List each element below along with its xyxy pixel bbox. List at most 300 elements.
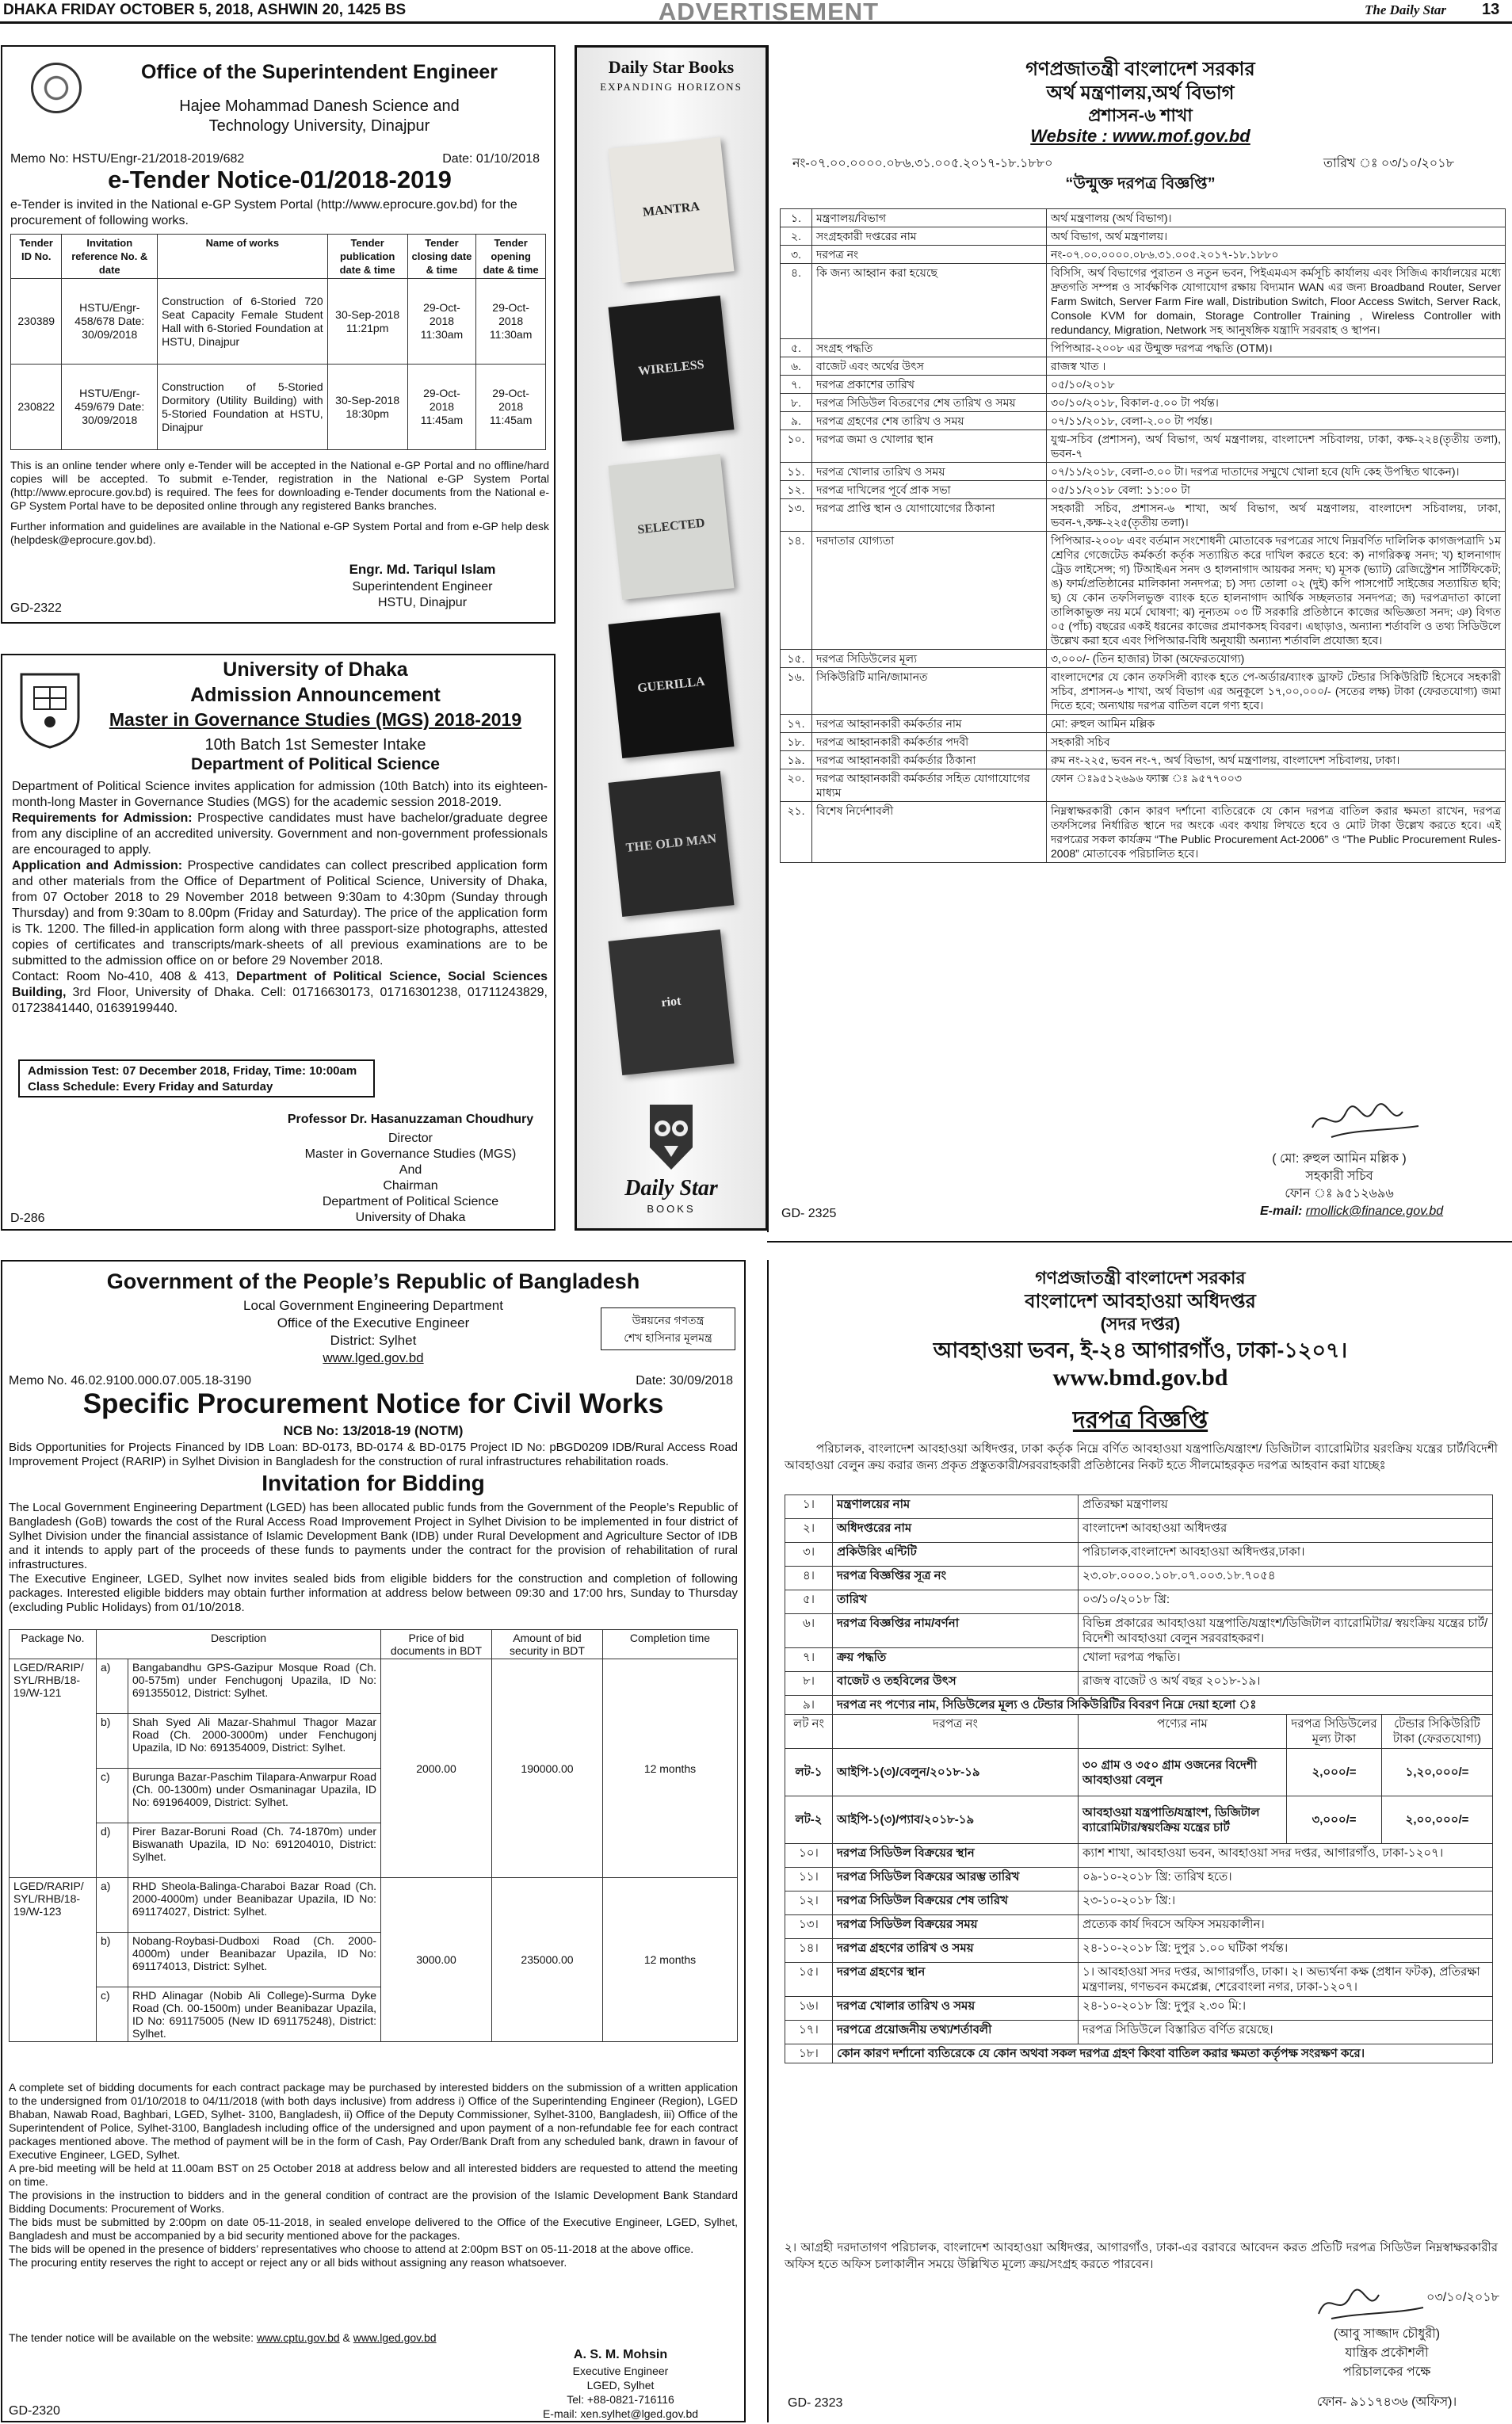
hstu-intro: e-Tender is invited in the National e-GP System Portal (http://www.eprocure.gov.bd) for the procurement of following works. (10, 198, 517, 227)
mof-sig-phone: ফোন ঃ ৯৫১২৬৯৬ (1285, 1187, 1394, 1201)
lged-item (97, 1714, 380, 1768)
bmd-row-value: ০৯-১০-২০১৮ খ্রি: তারিখ হতে। (1079, 1868, 1493, 1891)
lged-memo: Memo No. 46.02.9100.000.07.005.18-3190 (9, 1374, 252, 1388)
hstu-cell: Construction of 6-Storied 720 Seat Capacity Female Student Hall with 6-Storied Foundation at HSTU, Dinajpur (158, 279, 328, 365)
bmd-lot-col: দরপত্র সিডিউলের মূল্য টাকা (1287, 1715, 1382, 1749)
lged-item (97, 1769, 380, 1823)
mof-gd: GD- 2325 (781, 1207, 837, 1220)
bmd-lot-col: পণ্যের নাম (1079, 1715, 1287, 1749)
hstu-heading: e-Tender Notice-01/2018-2019 (108, 166, 452, 193)
lged-p1: The Local Government Engineering Department (LGED) has been allocated public funds from the Government of the People’s Republic of Bangladesh (GoB) towards the cost of the Rural Access Road Improvement Project in Sylhet Division to be implemented in four district of Sylhet Division under the financial assistance of Islamic Development Bank (IDB) under Rural Development and Agriculture Sector of IDB and it intends to apply part of the proceeds of these funds to payments under the contract for the provision of rehabilitation of rural infrastructures. (9, 1501, 738, 1571)
mof-signature (1308, 1096, 1426, 1143)
mof-row-label: দরপত্র প্রকাশের তারিখ (812, 376, 1047, 394)
du-gd: D-286 (10, 1212, 45, 1225)
bmd-row-label: দরপত্র সিডিউল বিক্রয়ের সময় (833, 1915, 1079, 1939)
table-row (781, 357, 1506, 376)
mof-email-address[interactable]: rmollick@finance.gov.bd (1305, 1204, 1444, 1218)
lged-sig-email: E-mail: xen.sylhet@lged.gov.bd (542, 2407, 699, 2420)
mof-row-value: ফোন ঃ৯৫১২৬৯৬ ফ্যাক্স ঃ ৯৫৭৭০০৩ (1047, 769, 1506, 802)
hstu-date: Date: 01/10/2018 (442, 152, 540, 166)
bmd-row-num: ৭। (785, 1648, 833, 1672)
table-row (785, 1749, 1493, 1796)
mof-row-label: দরপত্র জমা ও খোলার স্থান (812, 430, 1047, 463)
bmd-lot-cell: আইপি-১(৩)/বেলুন/২০১৮-১৯ (833, 1749, 1079, 1796)
mof-row-value: পিপিআর-২০০৮ এবং বর্তমান সংশোধনী মোতাবেক দরপত্রের সাথে নিম্নবর্ণিত দালিলিক কাগজপত্রাদি ১ম শ্রেণির গেজেটেড কর্মকর্তা কর্তৃক সত্যায়িত করে দাখিল করতে হবে: ক) নাগরিকত্ব সনদ; খ) হালনাগাদ ট্রেড লাইসেন্স; গ) টিআইএন সনদ ও হালনাগাদ আয়কর সনদ; ঘ) মূসক (ভ্যাট) রেজিস্ট্রেশন সার্টিফিকেট; ঙ) ফার্ম/প্রতিষ্ঠানের মালিকানা সনদপত্র; চ) সদ্য তোলা ০২ (দুই) কপি পাসপোর্ট সাইজের সত্যায়িত ছবি; ছ) যে কোন তফসিলভুক্ত ব্যাংক হতে হালনাগাদ আর্থিক সচ্ছলতার সনদপত্র; জ) দরপত্রদাতা কালো তালিকাভুক্ত নয় মর্মে ঘোষণা; ঝ) নূন্যতম ০৩ টি সরকারি প্রতিষ্ঠানে কাজের অভিজ্ঞতা সনদ; ঞ) বিগত ০৫ (পাঁচ) বছরের একই ধরনের কাজের প্রমাণকসহ বিবরণ। এছাড়াও, অন্যান্য শর্তাবলি ও তথ্য সিডিউলে উল্লেখ করা হবে এবং পিপিআর-বিধি অনুযায়ী অন্যান্য শর্তাবলি প্রযোজ্য হবে। (1047, 532, 1506, 650)
table-row (781, 802, 1506, 863)
lged-description (97, 1823, 381, 1878)
lged-item-text: Shah Syed Ali Mazar-Shahmul Thagor Mazar Road (Ch. 2000-3000m) under Fenchugonj Upazila, ID No: 691354009, District: Sylhet. (132, 1716, 376, 1754)
mof-email-label: E-mail: (1260, 1204, 1303, 1218)
mof-row-label: কি জন্য আহ্বান করা হয়েছে (812, 264, 1047, 339)
lged-package-table (9, 1629, 738, 2042)
table-row (781, 430, 1506, 463)
bmd-row-label: তারিখ (833, 1590, 1079, 1614)
ad-hstu-etender (1, 45, 556, 624)
mof-row-value: বাংলাদেশের যে কোন তফসিলী ব্যাংক হতে পে-অর্ডার/ব্যাংক ড্রাফট টেন্ডার সিকিউরিটি হিসেবে সহকারী সচিব, প্রশাসন-৬ শাখা, অর্থ বিভাগ এর অনুকূলে ১৭,০০,০০০/- (সতের লক্ষ) টাকা (ফেরতযোগ্য) জমা দিতে হবে; অন্যথায় দরপত্র বাতিল বলে গণ্য হবে। (1047, 668, 1506, 715)
lged-item-letter: a) (97, 1878, 128, 1932)
mof-row-num: ৩. (781, 246, 812, 264)
hstu-cell: 29-Oct-2018 11:45am (407, 365, 476, 450)
mof-sig-title: সহকারী সচিব (1305, 1170, 1373, 1183)
bmd-row-label: দরপত্র খোলার তারিখ ও সময় (833, 1997, 1079, 2021)
hstu-logo (31, 63, 82, 113)
lged-col-header: Description (97, 1630, 381, 1659)
mof-row-num: ২০. (781, 769, 812, 802)
lged-sub3: District: Sylhet (330, 1333, 417, 1348)
mof-row-label: সিকিউরিটি মানি/জামানত (812, 668, 1047, 715)
lged-item-text: Bangabandhu GPS-Gazipur Mosque Road (Ch. 00-575m) under Fenchugonj Upazila, ID No: 691355012, District: Sylhet. (132, 1661, 376, 1699)
mof-row-value: রুম নং-২২৫, ভবন নং-৭, অর্থ বিভাগ, অর্থ মন্ত্রণালয়, বাংলাদেশ সচিবালয়, ঢাকা। (1047, 751, 1506, 769)
bmd-lot-cell: ২,০০,০০০/= (1382, 1796, 1493, 1844)
table-row (785, 2044, 1493, 2063)
mof-row-label: বাজেট এবং অর্থের উৎস (812, 357, 1047, 376)
table-row (785, 1519, 1493, 1543)
table-row (781, 733, 1506, 751)
header-page: 13 (1482, 1, 1500, 18)
ad-mof-tender (767, 45, 1510, 1232)
hstu-tender-table (10, 234, 546, 450)
lged-description (97, 1659, 381, 1714)
mof-h2: অর্থ মন্ত্রণালয়,অর্থ বিভাগ (1046, 82, 1235, 104)
table-row (781, 394, 1506, 412)
table-row (781, 751, 1506, 769)
bmd-row-value: প্রত্যেক কার্য দিবসে অফিস সময়কালীন। (1079, 1915, 1493, 1939)
hstu-col-header: Invitation reference No. & date (62, 235, 158, 279)
du-sig-name: Professor Dr. Hasanuzzaman Choudhury (287, 1113, 534, 1126)
dsb-logo: Daily Star (624, 1176, 718, 1201)
bmd-row-num: ১। (785, 1495, 833, 1519)
book-cover (609, 454, 735, 600)
mof-row-num: ১. (781, 209, 812, 227)
mof-email (1260, 1204, 1443, 1220)
table-row (781, 376, 1506, 394)
mof-row-num: ৬. (781, 357, 812, 376)
table-header-row (10, 1630, 738, 1659)
table-header-row (785, 1715, 1493, 1749)
du-title1: University of Dhaka (223, 658, 408, 681)
mof-title: “উন্মুক্ত দরপত্র বিজ্ঞপ্তি” (1065, 175, 1216, 193)
table-row (785, 2021, 1493, 2044)
lged-item (97, 1987, 380, 2041)
mof-row-num: ১৪. (781, 532, 812, 650)
bmd-row-label: দরপত্র সিডিউল বিক্রয়ের স্থান (833, 1844, 1079, 1868)
lged-col-header: Amount of bid security in BDT (492, 1630, 603, 1659)
lged-col-header: Price of bid documents in BDT (381, 1630, 492, 1659)
hstu-cell: 230389 (11, 279, 62, 365)
table-row (781, 668, 1506, 715)
du-sig-3: And (399, 1163, 422, 1177)
bmd-lot-cell: ১,২০,০০০/= (1382, 1749, 1493, 1796)
table-row (781, 209, 1506, 227)
mof-row-num: ১২. (781, 481, 812, 499)
bmd-row-num: ৯। (785, 1696, 833, 1715)
dsb-logo-icon (643, 1101, 699, 1173)
hstu-col-header: Tender ID No. (11, 235, 62, 279)
lged-item-letter: c) (97, 1987, 128, 2041)
table-row (781, 650, 1506, 668)
book-title: WIRELESS (637, 357, 705, 379)
mof-row-num: ৮. (781, 394, 812, 412)
lged-sig-org: LGED, Sylhet (586, 2379, 655, 2392)
section-divider (767, 1241, 1512, 1243)
bmd-sig-title: যান্ত্রিক প্রকৌশলী (1345, 2346, 1429, 2360)
du-batch: 10th Batch 1st Semester Intake (204, 736, 426, 754)
bmd-row-num: ৩। (785, 1543, 833, 1567)
bmd-sig-for: পরিচালকের পক্ষে (1342, 2365, 1431, 2379)
mof-row-value: বিসিসি, অর্থ বিভাগের পুরাতন ও নতুন ভবন, পিইএমএস কর্মসূচি কার্যালয় এবং সিজিএ কার্যালয়ের মধ্যে দ্রুতগতি সম্পন্ন ও সার্বক্ষণিক যোগাযোগ রক্ষায় বিদ্যমান WAN এর জন্য Broadband Router, Server Farm Switch, Server Farm Fire wall, Distribution Switch, Floor Access Switch, Server Rack, Console KVM for domain, Storage Controller Training , Wireless Controller with redundancy, Migration, Network সহ আনুষঙ্গিক যন্ত্রাদি সরবরাহ ও স্থাপন। (1047, 264, 1506, 339)
bmd-row-num: ৪। (785, 1567, 833, 1590)
mof-row-value: ০৭/১১/২০১৮, বেলা-২.০০ টা পর্যন্ত। (1047, 412, 1506, 430)
lged-web-note-text: The tender notice will be available on the website: (9, 2331, 257, 2344)
hstu-cell: HSTU/Engr-458/678 Date: 30/09/2018 (62, 279, 158, 365)
book-cover (609, 137, 735, 283)
lged-slogan1: উন্নয়নের গণতন্ত্র (632, 1314, 704, 1327)
table-row (785, 1891, 1493, 1915)
table-row (781, 481, 1506, 499)
book-cover (609, 296, 735, 441)
table-row (785, 1997, 1493, 2021)
bmd-lot-cell: ২,০০০/= (1287, 1749, 1382, 1796)
book-cover (609, 613, 735, 758)
page-header (0, 0, 1512, 24)
lged-price: 2000.00 (381, 1659, 492, 1878)
table-row (785, 1868, 1493, 1891)
hstu-sub2: Technology University, Dinajpur (208, 117, 430, 135)
table-row (781, 264, 1506, 339)
mof-row-value: ৩,০০০/- (তিন হাজার) টাকা (অফেরতযোগ্য) (1047, 650, 1506, 668)
lged-description (97, 1769, 381, 1823)
mof-table (780, 208, 1506, 863)
mof-row-label: দরপত্র আহ্বানকারী কর্মকর্তার সহিত যোগাযোগের মাধ্যম (812, 769, 1047, 802)
bmd-row-num: ৫। (785, 1590, 833, 1614)
mof-website: Website : www.mof.gov.bd (1030, 126, 1250, 146)
bmd-row-num: ১১। (785, 1868, 833, 1891)
mof-h1: গণপ্রজাতন্ত্রী বাংলাদেশ সরকার (1025, 59, 1255, 80)
mof-row-value: ০৭/১১/২০১৮, বেলা-৩.০০ টা। দরপত্র দাতাদের সম্মুখে খোলা হবে (যদি কেহ উপস্থিত থাকেন)। (1047, 463, 1506, 481)
table-row (781, 463, 1506, 481)
mof-row-label: দরপত্র আহ্বানকারী কর্মকর্তার নাম (812, 715, 1047, 733)
table-row (785, 1939, 1493, 1963)
table-row (781, 227, 1506, 246)
bmd-row-value: ২৩-১০-২০১৮ খ্রি:। (1079, 1891, 1493, 1915)
du-box2: Class Schedule: Every Friday and Saturday (28, 1080, 273, 1094)
bmd-row-num: ১৮। (785, 2044, 833, 2063)
lged-sig-name: A. S. M. Mohsin (573, 2348, 668, 2361)
du-req: Prospective candidates must have bachelor/graduate degree from any discipline of an accredited university. Government and non-government professionals are encouraged to apply. (12, 811, 548, 857)
lged-slogan2: শেখ হাসিনার মূলমন্ত্র (624, 1331, 712, 1344)
hstu-gd: GD-2322 (10, 601, 62, 615)
bmd-row-label: দরপত্র সিডিউল বিক্রয়ের আরম্ভ তারিখ (833, 1868, 1079, 1891)
mof-row-label: বিশেষ নির্দেশাবলী (812, 802, 1047, 863)
mof-row-value: নং-০৭.০০.০০০০.০৮৬.৩১.০০৫.২০১৭-১৮.১৮৮০ (1047, 246, 1506, 264)
bmd-row-value: ২৪-১০-২০১৮ খ্রি: দুপুর ১.০০ ঘটিকা পর্যন্ত। (1079, 1939, 1493, 1963)
lged-web[interactable]: www.lged.gov.bd (323, 1350, 424, 1365)
bmd-row-label: দরপত্র বিজ্ঞপ্তির নাম/বর্ণনা (833, 1614, 1079, 1648)
lged-description (97, 1878, 381, 1933)
bmd-row-num: ১৩। (785, 1915, 833, 1939)
bmd-row-value: পরিচালক,বাংলাদেশ আবহাওয়া অধিদপ্তর,ঢাকা। (1079, 1543, 1493, 1567)
table-row (781, 499, 1506, 532)
mof-row-value: ৩০/১০/২০১৮, বিকাল-৫.০০ টা পর্যন্ত। (1047, 394, 1506, 412)
bmd-lot-cell: লট-২ (785, 1796, 833, 1844)
ad-du-admission (1, 654, 556, 1231)
mof-ref: নং-০৭.০০.০০০০.০৮৬.৩১.০০৫.২০১৭-১৮.১৮৮০ (792, 157, 1053, 170)
mof-row-num: ৫. (781, 339, 812, 357)
bmd-row-value: ০৩/১০/২০১৮ খ্রি: (1079, 1590, 1493, 1614)
mof-row-num: ১৭. (781, 715, 812, 733)
mof-row-num: ২১. (781, 802, 812, 863)
bmd-row-value: ২৩.০৮.০০০০.১০৮.০৭.০০৩.১৮.৭০৫৪ (1079, 1567, 1493, 1590)
bmd-row-num: ২। (785, 1519, 833, 1543)
lged-web-lged[interactable]: www.lged.gov.bd (353, 2331, 437, 2344)
mof-row-label: দরপত্র নং (812, 246, 1047, 264)
hstu-cell: 29-Oct-2018 11:45am (476, 365, 546, 450)
mof-row-num: ৭. (781, 376, 812, 394)
lged-item-text: Nobang-Roybasi-Dudboxi Road (Ch. 2000-4000m) under Beanibazar Upazila, ID No: 691174013, District: Sylhet. (132, 1934, 376, 1972)
table-row (781, 412, 1506, 430)
bmd-sig-phone: ফোন- ৯১১৭৪৩৬ (অফিস)। (1316, 2395, 1457, 2409)
mof-row-num: ১১. (781, 463, 812, 481)
hstu-cell: 30-Sep-2018 18:30pm (327, 365, 407, 450)
book-cover (609, 771, 735, 917)
lged-date: Date: 30/09/2018 (636, 1374, 733, 1388)
hstu-note: This is an online tender where only e-Tender will be accepted in the National e-GP Portal and no offline/hard copies will be accepted. To submit e-Tender, registration in the National e-GP System Portal (http://www.eprocure.gov.bd) is required. The fees for downloading e-Tender documents from the National e-GP System Portal have to be deposited online through any registered Banks branches. (10, 459, 549, 512)
lged-invitation: Invitation for Bidding (262, 1471, 485, 1495)
bmd-h3: (সদর দপ্তর) (1100, 1314, 1181, 1334)
lged-col-header: Completion time (603, 1630, 738, 1659)
lged-security: 235000.00 (492, 1878, 603, 2042)
bmd-lot-cell: লট-১ (785, 1749, 833, 1796)
lged-web-cptu[interactable]: www.cptu.gov.bd (256, 2331, 340, 2344)
bmd-row-label: বাজেট ও তহবিলের উৎস (833, 1672, 1079, 1696)
bmd-row9: দরপত্র নং পণ্যের নাম, সিডিউলের মূল্য ও টেন্ডার সিকিউরিটির বিবরণ নিম্নে দেয়া হলো ঃ (833, 1696, 1493, 1715)
lged-item-text: RHD Alinagar (Nobib Ali College)-Surma Dyke Road (Ch. 00-1500m) under Beanibazar Upazila, ID No: 691175005 (New ID 691175248), District: Sylhet. (132, 1989, 376, 2040)
mof-row-value: ০৫/১০/২০১৮ (1047, 376, 1506, 394)
du-logo (15, 670, 85, 749)
mof-row-label: দরপত্র সিডিউল বিতরণের শেষ তারিখ ও সময় (812, 394, 1047, 412)
hstu-note2: Further information and guidelines are available in the National e-GP System Portal and from e-GP help desk (helpdesk@eprocure.gov.bd). (10, 520, 549, 546)
lged-time: 12 months (603, 1878, 738, 2042)
bmd-row-value: ২৪-১০-২০১৮ খ্রি: দুপুর ২.৩০ মি:। (1079, 1997, 1493, 2021)
mof-row-label: সংগ্রহ পদ্ধতি (812, 339, 1047, 357)
lged-footnote: The bids must be submitted by 2:00pm on date 05-11-2018, in sealed envelope delivered to the Office of the Executive Engineer, LGED, Sylhet, Bangladesh and must be accompanied by a bid security mentioned above for the packages. (9, 2216, 738, 2242)
bmd-row-num: ৮। (785, 1672, 833, 1696)
lged-item-letter: a) (97, 1659, 128, 1713)
bmd-row-value: রাজস্ব বাজেট ও অর্থ বছর ২০১৮-১৯। (1079, 1672, 1493, 1696)
bmd-title: দরপত্র বিজ্ঞপ্তি (1072, 1407, 1208, 1433)
mof-row-label: দরপত্র খোলার তারিখ ও সময় (812, 463, 1047, 481)
book-cover (609, 930, 735, 1075)
lged-description (97, 1987, 381, 2042)
table-row (785, 1567, 1493, 1590)
book-title: GUERILLA (636, 674, 706, 696)
du-app: Prospective candidates can collect prescribed application form and other materials from the Office of Department of Political Science, University of Dhaka, from 07 October 2018 to 29 November 2018 between 9:30am to 4:30pm (Sunday through Thursday) and from 9:30am to 8.00pm (Friday and Saturday). The price of the application form is Tk. 1200. The filled-in application form along with three passport-size photographs, attested copies of certificates and transcripts/mark-sheets of all previous examinations are to be submitted to the admission office on or before 29 November 2018. (12, 859, 548, 968)
lged-item-letter: c) (97, 1769, 128, 1823)
table-row (785, 1614, 1493, 1648)
mof-date: তারিখ ঃ ০৩/১০/২০১৮ (1323, 157, 1454, 170)
bmd-row-value: প্রতিরক্ষা মন্ত্রণালয় (1079, 1495, 1493, 1519)
table-row (10, 1878, 738, 1933)
lged-footnote: The procuring entity reserves the right to accept or reject any or all bids without assigning any reason whatsoever. (9, 2256, 567, 2269)
bmd-row-value: বাংলাদেশ আবহাওয়া অধিদপ্তর (1079, 1519, 1493, 1543)
mof-row-value: পিপিআর-২০০৮ এর উন্মুক্ত দরপত্র পদ্ধতি (OTM)। (1047, 339, 1506, 357)
bmd-row-num: ৬। (785, 1614, 833, 1648)
mof-row-value: ০৫/১১/২০১৮ বেলা: ১১:০০ টা (1047, 481, 1506, 499)
bmd-row-num: ১৪। (785, 1939, 833, 1963)
lged-slogan-box (601, 1307, 735, 1350)
bmd-row-label: প্রকিউরিং এন্টিটি (833, 1543, 1079, 1567)
lged-package-no: LGED/RARIP/ SYL/RHB/18-19/W-121 (10, 1659, 97, 1878)
hstu-sig-title: Superintendent Engineer (352, 580, 493, 594)
mof-row-label: দরপত্র আহ্বানকারী কর্মকর্তার পদবী (812, 733, 1047, 751)
lged-ncb: NCB No: 13/2018-19 (NOTM) (283, 1423, 464, 1438)
mof-row-value: যুগ্ম-সচিব (প্রশাসন), অর্থ বিভাগ, অর্থ মন্ত্রণালয়, বাংলাদেশ সচিবালয়, ঢাকা, কক্ষ-২২৪(তৃতীয় তলা), ভবন-৭ (1047, 430, 1506, 463)
lged-sub2: Office of the Executive Engineer (277, 1315, 470, 1330)
lged-time: 12 months (603, 1659, 738, 1878)
lged-item-letter: b) (97, 1933, 128, 1987)
lged-footnote: A pre-bid meeting will be held at 11.00am BST on 25 October 2018 at address below and all interested bidders are requested to attend the meeting on time. (9, 2162, 738, 2188)
mof-row-value: অর্থ বিভাগ, অর্থ মন্ত্রণালয়। (1047, 227, 1506, 246)
mof-row-value: সহকারী সচিব (1047, 733, 1506, 751)
lged-item (97, 1878, 380, 1932)
bmd-h4: আবহাওয়া ভবন, ই-২৪ আগারগাঁও, ঢাকা-১২০৭। (933, 1338, 1348, 1362)
lged-heading: Specific Procurement Notice for Civil Works (82, 1388, 664, 1419)
ad-bmd-tender (767, 1260, 1510, 2422)
bmd-row-label: দরপত্র বিজ্ঞপ্তির সূত্র নং (833, 1567, 1079, 1590)
bmd-sig-date: ০৩/১০/২০১৮ (1426, 2291, 1500, 2304)
lged-web-note (9, 2331, 437, 2344)
hstu-title: Office of the Superintendent Engineer (140, 61, 498, 83)
hstu-cell: 29-Oct-2018 11:30am (476, 279, 546, 365)
lged-item (97, 1659, 380, 1713)
mof-sig-name: ( মো: রুহুল আমিন মল্লিক ) (1272, 1152, 1407, 1166)
table-row (785, 1796, 1493, 1844)
table-row (11, 365, 546, 450)
bmd-lot-cell: ৩০ গ্রাম ও ৩৫০ গ্রাম ওজনের বিদেশী আবহাওয়া বেলুন (1079, 1749, 1287, 1796)
mof-row-num: ১৯. (781, 751, 812, 769)
lged-p2: The Executive Engineer, LGED, Sylhet now invites sealed bids from eligible bidders for the construction and completion of following packages. Interested eligible bidders may obtain further information at address below between 09:30 and 17:00 hrs, Sunday to Thursday (excluding Public Holidays) from 01/10/2018. (9, 1572, 738, 1614)
hstu-memo: Memo No: HSTU/Engr-21/2018-2019/682 (10, 152, 245, 166)
ad-daily-star-books (575, 45, 768, 1231)
lged-description (97, 1933, 381, 1987)
bmd-signature (1315, 2284, 1426, 2323)
lged-security: 190000.00 (492, 1659, 603, 1878)
bmd-row-num: ১০। (785, 1844, 833, 1868)
mof-row-label: দরপত্র সিডিউলের মূল্য (812, 650, 1047, 668)
bmd-row-label: দরপত্র গ্রহণের তারিখ ও সময় (833, 1939, 1079, 1963)
header-label: ADVERTISEMENT (658, 0, 880, 25)
mof-row-value: সহকারী সচিব, প্রশাসন-৬ শাখা, অর্থ বিভাগ, অর্থ মন্ত্রণালয়, বাংলাদেশ সচিবালয়, ঢাকা, ভবন-৭,কক্ষ-২২৫(তৃতীয় তলা)। (1047, 499, 1506, 532)
lged-price: 3000.00 (381, 1878, 492, 2042)
bmd-h1: গণপ্রজাতন্ত্রী বাংলাদেশ সরকার (1035, 1268, 1246, 1288)
bmd-lot-col: টেন্ডার সিকিউরিটি টাকা (ফেরতযোগ্য) (1382, 1715, 1493, 1749)
lged-description (97, 1714, 381, 1769)
du-app-heading: Application and Admission: (12, 859, 183, 872)
mof-row-label: সংগ্রহকারী দপ্তরের নাম (812, 227, 1047, 246)
lged-item (97, 1933, 380, 1987)
du-p1: Department of Political Science invites application for admission (10th Batch) into its eighteen-month-long Master in Governance Studies (MGS) for the academic session 2018-2019. (12, 780, 548, 809)
du-req-heading: Requirements for Admission: (12, 811, 193, 825)
table-row (785, 1915, 1493, 1939)
mof-row-num: ১০. (781, 430, 812, 463)
bmd-intro: পরিচালক, বাংলাদেশ আবহাওয়া অধিদপ্তর, ঢাকা কর্তৃক নিম্নে বর্ণিত আবহাওয়া যন্ত্রপাতি/যন্ত্রাংশ/ ডিজিটাল ব্যারোমিটার য়রংক্রিয় যন্ত্রের চার্ট/বিদেশী আবহাওয়া বেলুন ক্রয় করার জন্য প্রকৃত প্রস্তুতকারী/সরবরাহকারী প্রতিষ্ঠানের নিকট হতে সীলমোহরকৃত দরপত্র আহবান করা যাচ্ছেঃ (785, 1442, 1498, 1472)
hstu-sub1: Hajee Mohammad Danesh Science and (179, 97, 460, 115)
table-row (781, 715, 1506, 733)
bmd-table (785, 1494, 1493, 2063)
lged-gd: GD-2320 (9, 2404, 60, 2418)
bmd-row-num: ১২। (785, 1891, 833, 1915)
bmd-note2 (785, 2239, 1498, 2273)
mof-row-num: ১৫. (781, 650, 812, 668)
table-row (781, 532, 1506, 650)
bmd-row-num: ১৬। (785, 1997, 833, 2021)
lged-item-letter: d) (97, 1823, 128, 1877)
hstu-cell: 29-Oct-2018 11:30am (407, 279, 476, 365)
bmd-row-num: ১৫। (785, 1963, 833, 1997)
du-body (12, 779, 548, 1017)
hstu-sig-name: Engr. Md. Tariqul Islam (349, 562, 496, 577)
lged-sub1: Local Government Engineering Department (243, 1298, 503, 1313)
lged-item-letter: b) (97, 1714, 128, 1768)
lged-title: Government of the People’s Republic of Bangladesh (106, 1269, 640, 1293)
bmd-lot-cell: আবহাওয়া যন্ত্রপাতি/যন্ত্রাংশ, ডিজিটাল ব্যারোমিটার/স্বয়ংক্রিয় যন্ত্রের চার্ট (1079, 1796, 1287, 1844)
bmd-note2-text: আগ্রহী দরদাতাগণ পরিচালক, বাংলাদেশ আবহাওয়া অধিদপ্তর, আগারগাঁও, ঢাকা-এর বরাবরে আবেদন করত প্রতিটি দরপত্র সিডিউল নিম্নস্বাক্ষরকারীর অফিস হতে অফিস চলাকালীন সময়ে উল্লিখিত মূল্যে ক্রয়/সংগ্রহ করতে পারবেন। (785, 2241, 1498, 2271)
du-sig-5: Department of Political Science (322, 1195, 499, 1208)
book-title: riot (660, 994, 682, 1010)
hstu-col-header: Tender opening date & time (476, 235, 546, 279)
lged-footnote: The provisions in the instruction to bidders and in the general condition of contract are the provision of the Islamic Development Bank Standard Bidding Documents: Procurement of Works. (9, 2189, 738, 2215)
du-sig-1: Director (388, 1132, 433, 1145)
du-contact-bold: Department of Political Science, Social Sciences Building, (12, 970, 548, 999)
dsb-subtitle: EXPANDING HORIZONS (600, 81, 743, 93)
bmd-sig-name: (আবু সাজ্জাদ চৌধুরী) (1333, 2327, 1441, 2341)
bmd-web[interactable]: www.bmd.gov.bd (1052, 1365, 1228, 1391)
hstu-cell: Construction of 5-Storied Dormitory (Utility Building) with 5-Storied Foundation at HSTU, Dinajpur (158, 365, 328, 450)
bmd-row-label: দরপত্র গ্রহণের স্থান (833, 1963, 1079, 1997)
du-box1: Admission Test: 07 December 2018, Friday, Time: 10:00am (28, 1064, 357, 1078)
lged-bids: Bids Opportunities for Projects Financed by IDB Loan: BD-0173, BD-0174 & BD-0175 Project ID No: pBGD0209 IDB/Rural Access Road Improvement Project (RARIP) in Sylhet Division in Bangladesh for the construction of rural infrastructures rehabilitation roads. (9, 1441, 738, 1468)
lged-item-text: RHD Sheola-Balinga-Charaboi Bazar Road (Ch. 2000-4000m) under Beanibazar Upazila, ID No: 691174027, District: Sylhet. (132, 1880, 376, 1918)
hstu-cell: 230822 (11, 365, 62, 450)
du-title3: Master in Governance Studies (MGS) 2018-2019 (109, 709, 522, 730)
table-row (785, 1543, 1493, 1567)
table-row (785, 1963, 1493, 1997)
du-sig-6: University of Dhaka (355, 1211, 466, 1224)
bmd-row-label: দরপত্রে প্রয়োজনীয় তথ্য/শর্তাবলী (833, 2021, 1079, 2044)
bmd-row-label: অধিদপ্তরের নাম (833, 1519, 1079, 1543)
du-dept: Department of Political Science (191, 755, 440, 773)
table-row (785, 1648, 1493, 1672)
